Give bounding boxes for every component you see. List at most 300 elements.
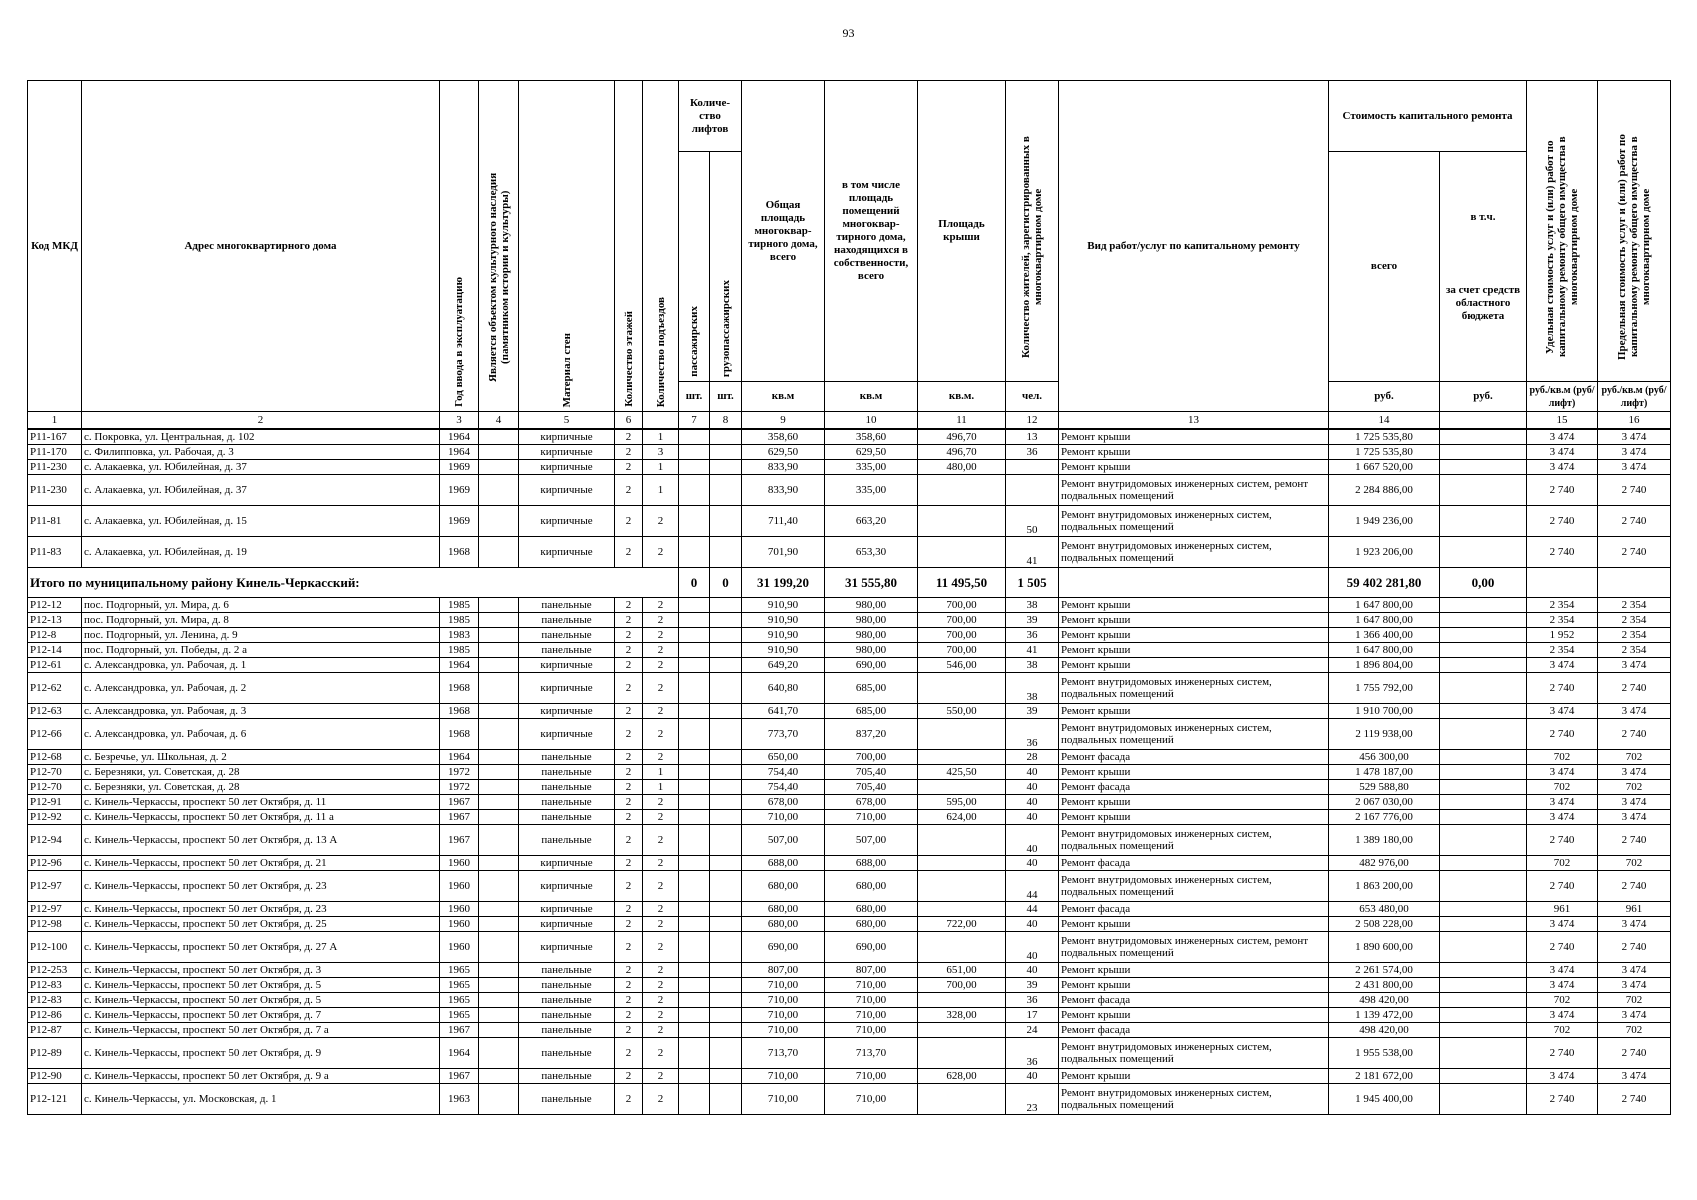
cell-heritage: [479, 1084, 519, 1115]
cell-entrances: 1: [643, 475, 679, 506]
cell-year: 1985: [440, 598, 479, 613]
cell-floors: 2: [615, 704, 643, 719]
cell-cost-total: 2 261 574,00: [1329, 963, 1440, 978]
cell-lifts-pass: [679, 856, 710, 871]
col-num: 6: [615, 412, 643, 430]
cell-year: 1964: [440, 1038, 479, 1069]
cell-entrances: 2: [643, 673, 679, 704]
table-row: [28, 475, 1671, 506]
cell-year: 1969: [440, 506, 479, 537]
cell-code: Р12-83: [28, 993, 82, 1008]
cell-heritage: [479, 825, 519, 856]
cell-heritage: [479, 598, 519, 613]
cell-regional: [1440, 537, 1527, 568]
cell-residents: 41: [1006, 537, 1059, 568]
cell-unit-cost: 2 354: [1527, 613, 1598, 628]
cell-roof-area: [918, 780, 1006, 795]
cell-entrances: 1: [643, 780, 679, 795]
cell-code: Р11-81: [28, 506, 82, 537]
cell-floors: 2: [615, 628, 643, 643]
cell-code: Р12-87: [28, 1023, 82, 1038]
cell-limit-cost: 2 740: [1598, 871, 1671, 902]
col-num: 10: [825, 412, 918, 430]
cell-lifts-pass: [679, 643, 710, 658]
cell-floors: 2: [615, 1008, 643, 1023]
cell-cost-total: 1 910 700,00: [1329, 704, 1440, 719]
cell-residents: 40: [1006, 1069, 1059, 1084]
cell-cost-total: 2 067 030,00: [1329, 795, 1440, 810]
cell-entrances: 2: [643, 537, 679, 568]
table-row: [28, 1023, 1671, 1038]
header-unit-cost: Удельная стоимость услуг и (или) работ по капитальному ремонту общего имущества в многоквартирном доме: [1544, 136, 1581, 358]
unit-kvm-2: кв.м: [825, 382, 918, 412]
cell-work: Ремонт крыши: [1059, 429, 1329, 445]
cell-regional: [1440, 704, 1527, 719]
table-row: [28, 445, 1671, 460]
cell-lifts-pass: [679, 598, 710, 613]
cell-owned-area: 705,40: [825, 780, 918, 795]
cell-owned-area: 710,00: [825, 1069, 918, 1084]
cell-lifts-cargo: [710, 598, 742, 613]
cell-year: 1960: [440, 902, 479, 917]
cell-entrances: 2: [643, 1038, 679, 1069]
cell-regional: [1440, 750, 1527, 765]
cell-roof-area: [918, 719, 1006, 750]
cell-residents: 23: [1006, 1084, 1059, 1115]
cell-floors: 2: [615, 825, 643, 856]
cell-cost-total: 2 167 776,00: [1329, 810, 1440, 825]
header-code: Код МКД: [28, 81, 82, 412]
cell-lifts-cargo: [710, 673, 742, 704]
cell-lifts-cargo: [710, 658, 742, 673]
cell-regional: [1440, 719, 1527, 750]
cell-lifts-pass: [679, 825, 710, 856]
cell-entrances: 2: [643, 810, 679, 825]
unit-sht-1: шт.: [679, 382, 710, 412]
cell-total-area: 711,40: [742, 506, 825, 537]
cell-year: 1964: [440, 445, 479, 460]
header-regional-label: за счет средств областного бюджета: [1445, 283, 1521, 322]
cell-lifts-pass: [679, 932, 710, 963]
cell-year: 1968: [440, 537, 479, 568]
cell-lifts-cargo: [710, 750, 742, 765]
cell-roof-area: [918, 1038, 1006, 1069]
cell-unit-cost: 2 740: [1527, 932, 1598, 963]
cell-work: Ремонт фасада: [1059, 856, 1329, 871]
cell-wall: панельные: [519, 1023, 615, 1038]
cell-residents: 24: [1006, 1023, 1059, 1038]
cell-entrances: 1: [643, 460, 679, 475]
cell-year: 1964: [440, 429, 479, 445]
cell-year: 1968: [440, 719, 479, 750]
cell-cost-total: 1 389 180,00: [1329, 825, 1440, 856]
cell-total-area: 833,90: [742, 460, 825, 475]
cell-limit-cost: 3 474: [1598, 445, 1671, 460]
cell-residents: 38: [1006, 673, 1059, 704]
col-num: 13: [1059, 412, 1329, 430]
subtotal-lifts-cargo: 0: [710, 568, 742, 598]
cell-work: Ремонт фасада: [1059, 1023, 1329, 1038]
cell-cost-total: 1 949 236,00: [1329, 506, 1440, 537]
cell-wall: панельные: [519, 598, 615, 613]
cell-unit-cost: 3 474: [1527, 445, 1598, 460]
table-row: [28, 506, 1671, 537]
cell-address: с. Кинель-Черкассы, проспект 50 лет Октября, д. 11 а: [82, 810, 440, 825]
cell-residents: [1006, 460, 1059, 475]
cell-unit-cost: 3 474: [1527, 917, 1598, 932]
cell-total-area: 754,40: [742, 780, 825, 795]
cell-floors: 2: [615, 658, 643, 673]
cell-total-area: 649,20: [742, 658, 825, 673]
cell-work: Ремонт крыши: [1059, 460, 1329, 475]
cell-heritage: [479, 780, 519, 795]
cell-limit-cost: 3 474: [1598, 917, 1671, 932]
cell-residents: 38: [1006, 598, 1059, 613]
cell-wall: кирпичные: [519, 856, 615, 871]
cell-unit-cost: 1 952: [1527, 628, 1598, 643]
cell-limit-cost: 2 740: [1598, 475, 1671, 506]
cell-unit-cost: 702: [1527, 1023, 1598, 1038]
cell-lifts-cargo: [710, 475, 742, 506]
cell-work: Ремонт крыши: [1059, 810, 1329, 825]
cell-lifts-pass: [679, 506, 710, 537]
cell-owned-area: 713,70: [825, 1038, 918, 1069]
cell-residents: 40: [1006, 810, 1059, 825]
cell-floors: 2: [615, 963, 643, 978]
cell-roof-area: 496,70: [918, 445, 1006, 460]
cell-lifts-pass: [679, 871, 710, 902]
cell-entrances: 2: [643, 917, 679, 932]
cell-entrances: 2: [643, 719, 679, 750]
cell-work: Ремонт внутридомовых инженерных систем, подвальных помещений: [1059, 506, 1329, 537]
cell-unit-cost: 2 740: [1527, 475, 1598, 506]
cell-code: Р12-62: [28, 673, 82, 704]
cell-regional: [1440, 506, 1527, 537]
cell-roof-area: [918, 1084, 1006, 1115]
cell-owned-area: 335,00: [825, 460, 918, 475]
subtotal-cost-total: 59 402 281,80: [1329, 568, 1440, 598]
cell-lifts-cargo: [710, 628, 742, 643]
cell-owned-area: 680,00: [825, 902, 918, 917]
cell-lifts-cargo: [710, 506, 742, 537]
cell-roof-area: 595,00: [918, 795, 1006, 810]
cell-limit-cost: 2 740: [1598, 719, 1671, 750]
cell-limit-cost: 2 740: [1598, 1038, 1671, 1069]
cell-roof-area: 722,00: [918, 917, 1006, 932]
header-total-area: Общая площадь многоквар-тирного дома, всего: [742, 81, 825, 382]
cell-limit-cost: 3 474: [1598, 1069, 1671, 1084]
cell-lifts-pass: [679, 628, 710, 643]
cell-address: с. Александровка, ул. Рабочая, д. 3: [82, 704, 440, 719]
cell-entrances: 1: [643, 765, 679, 780]
cell-heritage: [479, 856, 519, 871]
table-row: [28, 719, 1671, 750]
cell-heritage: [479, 704, 519, 719]
col-num: 15: [1527, 412, 1598, 430]
cell-unit-cost: 3 474: [1527, 658, 1598, 673]
cell-roof-area: [918, 506, 1006, 537]
cell-entrances: 2: [643, 1084, 679, 1115]
cell-entrances: 2: [643, 506, 679, 537]
cell-cost-total: 2 508 228,00: [1329, 917, 1440, 932]
cell-limit-cost: 3 474: [1598, 1008, 1671, 1023]
cell-unit-cost: 3 474: [1527, 460, 1598, 475]
cell-year: 1965: [440, 963, 479, 978]
cell-lifts-pass: [679, 978, 710, 993]
cell-regional: [1440, 993, 1527, 1008]
cell-address: с. Кинель-Черкассы, проспект 50 лет Октября, д. 7: [82, 1008, 440, 1023]
col-num: 7: [679, 412, 710, 430]
cell-wall: панельные: [519, 993, 615, 1008]
cell-heritage: [479, 475, 519, 506]
cell-lifts-pass: [679, 1084, 710, 1115]
cell-work: Ремонт внутридомовых инженерных систем, подвальных помещений: [1059, 1038, 1329, 1069]
cell-lifts-cargo: [710, 704, 742, 719]
subtotal-regional: 0,00: [1440, 568, 1527, 598]
cell-address: пос. Подгорный, ул. Ленина, д. 9: [82, 628, 440, 643]
cell-lifts-pass: [679, 445, 710, 460]
cell-heritage: [479, 658, 519, 673]
cell-cost-total: 1 945 400,00: [1329, 1084, 1440, 1115]
cell-address: с. Филипповка, ул. Рабочая, д. 3: [82, 445, 440, 460]
cell-roof-area: [918, 871, 1006, 902]
cell-roof-area: 425,50: [918, 765, 1006, 780]
cell-owned-area: 335,00: [825, 475, 918, 506]
col-num: [1440, 412, 1527, 430]
cell-address: с. Кинель-Черкассы, проспект 50 лет Октября, д. 25: [82, 917, 440, 932]
cell-regional: [1440, 978, 1527, 993]
cell-wall: кирпичные: [519, 506, 615, 537]
cell-address: с. Кинель-Черкассы, проспект 50 лет Октября, д. 9 а: [82, 1069, 440, 1084]
cell-floors: 2: [615, 932, 643, 963]
cell-regional: [1440, 1038, 1527, 1069]
cell-limit-cost: 2 354: [1598, 628, 1671, 643]
cell-code: Р11-230: [28, 475, 82, 506]
subtotal-roof-area: 11 495,50: [918, 568, 1006, 598]
cell-code: Р11-83: [28, 537, 82, 568]
cell-year: 1960: [440, 917, 479, 932]
cell-heritage: [479, 460, 519, 475]
cell-entrances: 2: [643, 1008, 679, 1023]
cell-heritage: [479, 765, 519, 780]
col-num: 12: [1006, 412, 1059, 430]
cell-owned-area: 690,00: [825, 932, 918, 963]
cell-total-area: 807,00: [742, 963, 825, 978]
cell-heritage: [479, 506, 519, 537]
cell-regional: [1440, 795, 1527, 810]
cell-code: Р12-12: [28, 598, 82, 613]
cell-address: с. Кинель-Черкассы, проспект 50 лет Октября, д. 23: [82, 902, 440, 917]
cell-heritage: [479, 445, 519, 460]
cell-heritage: [479, 537, 519, 568]
cell-code: Р12-96: [28, 856, 82, 871]
cell-entrances: 2: [643, 628, 679, 643]
subtotal-empty: [1598, 568, 1671, 598]
cell-address: с. Кинель-Черкассы, ул. Московская, д. 1: [82, 1084, 440, 1115]
cell-code: Р12-66: [28, 719, 82, 750]
cell-heritage: [479, 963, 519, 978]
cell-work: Ремонт крыши: [1059, 1008, 1329, 1023]
cell-code: Р12-94: [28, 825, 82, 856]
table-row: [28, 765, 1671, 780]
cell-limit-cost: 2 740: [1598, 825, 1671, 856]
cell-regional: [1440, 1008, 1527, 1023]
cell-regional: [1440, 871, 1527, 902]
cell-limit-cost: 2 740: [1598, 506, 1671, 537]
cell-roof-area: 700,00: [918, 978, 1006, 993]
table-row: [28, 856, 1671, 871]
cell-residents: 40: [1006, 856, 1059, 871]
cell-residents: 36: [1006, 719, 1059, 750]
cell-lifts-cargo: [710, 1069, 742, 1084]
cell-wall: панельные: [519, 1069, 615, 1084]
cell-lifts-pass: [679, 429, 710, 445]
cell-entrances: 2: [643, 978, 679, 993]
cell-lifts-cargo: [710, 1023, 742, 1038]
cell-entrances: 2: [643, 871, 679, 902]
header-lifts-pass: пассажирских: [688, 306, 700, 377]
cell-floors: 2: [615, 598, 643, 613]
cell-cost-total: 1 139 472,00: [1329, 1008, 1440, 1023]
cell-owned-area: 710,00: [825, 1023, 918, 1038]
cell-limit-cost: 3 474: [1598, 704, 1671, 719]
table-row: [28, 795, 1671, 810]
cell-cost-total: 2 119 938,00: [1329, 719, 1440, 750]
cell-entrances: 1: [643, 429, 679, 445]
cell-limit-cost: 702: [1598, 780, 1671, 795]
cell-floors: 2: [615, 871, 643, 902]
cell-roof-area: [918, 673, 1006, 704]
cell-owned-area: 680,00: [825, 871, 918, 902]
cell-residents: 40: [1006, 765, 1059, 780]
cell-unit-cost: 702: [1527, 993, 1598, 1008]
cell-entrances: 2: [643, 993, 679, 1008]
cell-residents: 40: [1006, 795, 1059, 810]
cell-heritage: [479, 628, 519, 643]
cell-lifts-cargo: [710, 780, 742, 795]
cell-total-area: 641,70: [742, 704, 825, 719]
cell-wall: панельные: [519, 825, 615, 856]
cell-residents: 36: [1006, 1038, 1059, 1069]
cell-total-area: 910,90: [742, 628, 825, 643]
cell-owned-area: 690,00: [825, 658, 918, 673]
cell-limit-cost: 2 740: [1598, 932, 1671, 963]
cell-entrances: 2: [643, 613, 679, 628]
table-row: [28, 1084, 1671, 1115]
col-num: 5: [519, 412, 615, 430]
cell-total-area: 688,00: [742, 856, 825, 871]
cell-lifts-cargo: [710, 643, 742, 658]
cell-code: Р12-253: [28, 963, 82, 978]
cell-owned-area: 688,00: [825, 856, 918, 871]
cell-lifts-pass: [679, 765, 710, 780]
cell-year: 1968: [440, 704, 479, 719]
cell-cost-total: 482 976,00: [1329, 856, 1440, 871]
cell-cost-total: 1 725 535,80: [1329, 445, 1440, 460]
cell-lifts-cargo: [710, 978, 742, 993]
cell-roof-area: [918, 932, 1006, 963]
header-lifts: Количе-ство лифтов: [679, 81, 742, 152]
table-row: [28, 658, 1671, 673]
cell-owned-area: 710,00: [825, 993, 918, 1008]
header-roof-area: Площадь крыши: [918, 81, 1006, 382]
cell-limit-cost: 3 474: [1598, 963, 1671, 978]
cell-heritage: [479, 978, 519, 993]
cell-residents: 40: [1006, 780, 1059, 795]
cell-owned-area: 980,00: [825, 643, 918, 658]
cell-residents: 41: [1006, 643, 1059, 658]
cell-regional: [1440, 917, 1527, 932]
cell-lifts-pass: [679, 704, 710, 719]
cell-lifts-cargo: [710, 856, 742, 871]
cell-lifts-pass: [679, 902, 710, 917]
subtotal-total-area: 31 199,20: [742, 568, 825, 598]
cell-total-area: 710,00: [742, 1084, 825, 1115]
cell-regional: [1440, 902, 1527, 917]
cell-lifts-cargo: [710, 429, 742, 445]
col-num: 1: [28, 412, 82, 430]
subtotal-row: [28, 568, 1671, 598]
unit-unit-cost: руб./кв.м (руб/лифт): [1527, 382, 1598, 412]
cell-entrances: 2: [643, 963, 679, 978]
cell-entrances: 2: [643, 902, 679, 917]
cell-total-area: 507,00: [742, 825, 825, 856]
subtotal-label: Итого по муниципальному району Кинель-Черкасский:: [28, 568, 679, 598]
cell-regional: [1440, 780, 1527, 795]
cell-limit-cost: 3 474: [1598, 460, 1671, 475]
cell-code: Р12-98: [28, 917, 82, 932]
cell-total-area: 710,00: [742, 978, 825, 993]
cell-cost-total: 498 420,00: [1329, 993, 1440, 1008]
cell-owned-area: 710,00: [825, 1084, 918, 1115]
cell-wall: кирпичные: [519, 460, 615, 475]
cell-roof-area: 496,70: [918, 429, 1006, 445]
cell-work: Ремонт внутридомовых инженерных систем, подвальных помещений: [1059, 537, 1329, 568]
cell-floors: 2: [615, 780, 643, 795]
cell-lifts-pass: [679, 1038, 710, 1069]
cell-code: Р12-70: [28, 765, 82, 780]
table-row: [28, 598, 1671, 613]
cell-total-area: 640,80: [742, 673, 825, 704]
unit-kvm-3: кв.м.: [918, 382, 1006, 412]
cell-address: с. Александровка, ул. Рабочая, д. 2: [82, 673, 440, 704]
cell-heritage: [479, 1008, 519, 1023]
header-limit-cost: Предельная стоимость услуг и (или) работ по капитальному ремонту общего имущества в многоквартирном доме: [1616, 134, 1653, 360]
cell-code: Р12-8: [28, 628, 82, 643]
col-num: 4: [479, 412, 519, 430]
cell-wall: кирпичные: [519, 917, 615, 932]
cell-heritage: [479, 993, 519, 1008]
cell-total-area: 358,60: [742, 429, 825, 445]
cell-work: Ремонт внутридомовых инженерных систем, ремонт подвальных помещений: [1059, 475, 1329, 506]
header-lifts-cargo: грузопассажирских: [719, 279, 732, 377]
cell-year: 1972: [440, 765, 479, 780]
cell-work: Ремонт крыши: [1059, 795, 1329, 810]
cell-lifts-pass: [679, 780, 710, 795]
cell-residents: 39: [1006, 613, 1059, 628]
cell-lifts-pass: [679, 613, 710, 628]
cell-lifts-cargo: [710, 902, 742, 917]
cell-unit-cost: 2 740: [1527, 1084, 1598, 1115]
cell-lifts-cargo: [710, 810, 742, 825]
cell-address: с. Кинель-Черкассы, проспект 50 лет Октября, д. 9: [82, 1038, 440, 1069]
cell-unit-cost: 2 354: [1527, 643, 1598, 658]
cell-regional: [1440, 460, 1527, 475]
cell-residents: 39: [1006, 704, 1059, 719]
cell-unit-cost: 2 740: [1527, 719, 1598, 750]
cell-limit-cost: 2 354: [1598, 643, 1671, 658]
cell-code: Р12-97: [28, 902, 82, 917]
